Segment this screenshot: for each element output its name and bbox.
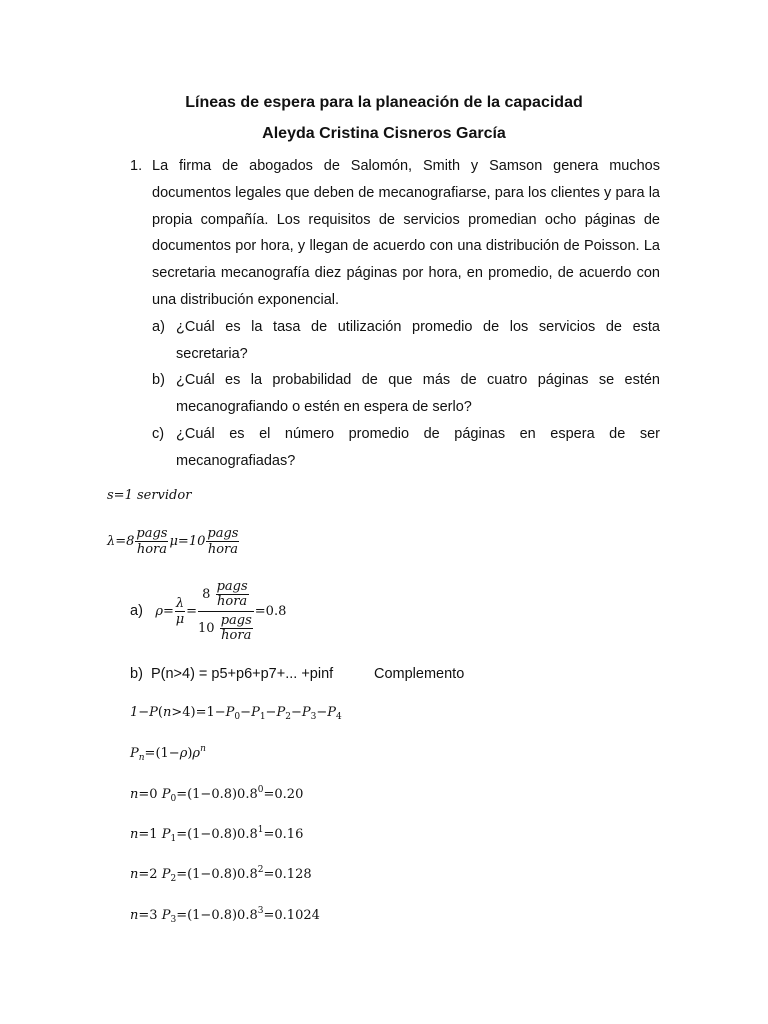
ratio-denominator: 10 $\frac{\text{pags}}{\text{hora}}$ [198,613,252,643]
fraction-denominator: μ [175,612,185,627]
part-b-expression: P(n>4) = p5+p6+p7+... +pinf [150,666,334,682]
part-b-note: Complemento [374,666,465,682]
document-author: Aleyda Cristina Cisneros García [262,125,506,142]
term-result: 0.20 [274,787,304,802]
question-c [152,421,660,475]
question-text: ¿Cuál es la probabilidad de que más de cuatro páginas se estén mecanografiando o estén en espera de serlo? [176,372,660,416]
question-label: b) [152,372,165,389]
term-result: 0.128 [274,867,312,882]
units-fraction: $\frac{\text{pags}}{\text{hora}}$ [220,613,252,643]
question-text: ¿Cuál es el número promedio de páginas en espera de ser mecanografiadas? [176,425,660,469]
mu-units [206,526,239,557]
units-denominator: hora [136,542,168,557]
part-a-label: a) [130,603,143,619]
units-numerator: pags [207,526,239,541]
question-b [152,367,660,421]
term-result: 0.1024 [274,908,320,923]
units-fraction: $\frac{\text{pags}}{\text{hora}}$ [216,579,248,609]
rho-symbol: ρ= [155,604,174,619]
question-label: c) [152,425,165,442]
rho-result: =0.8 [254,604,287,619]
term-row-1: n=1 $P_1=(1-0.8)0.8^1=0.16$ [130,825,304,844]
rates-equation [107,526,240,557]
term-row-0: n=0 $P_0=(1-0.8)0.8^0=0.20$ [130,785,304,804]
question-text: ¿Cuál es la tasa de utilización promedio de los servicios de esta secretaria? [176,318,660,362]
problem-number: 1. [130,158,143,174]
problem-1 [130,153,660,475]
part-b-label: b) [130,666,143,682]
term-result: 0.16 [274,827,304,842]
part-b-line [130,666,333,682]
rate-ratio [198,580,254,643]
mu-label: μ=10 [169,534,206,549]
lambda-label: λ=8 [107,534,135,549]
ratio-numerator: 8 $\frac{\text{pags}}{\text{hora}}$ [198,580,254,612]
term-row-3: n=3 $P_3=(1-0.8)0.8^3=0.1024$ [130,906,320,925]
fraction-numerator: λ [175,596,185,611]
question-label: a) [152,318,165,335]
servers-equation: s=1 servidor [107,488,192,503]
question-a [152,314,660,368]
complement-equation: $1-P(n>4)=1-P_0-P_1-P_2-P_3-P_4$ [130,705,342,722]
lambda-over-mu [175,596,185,627]
problem-statement: La firma de abogados de Salomón, Smith y Samson genera muchos documentos legales que deben de mecanografiarse, para los clientes y para la propia compañía. Los requisitos de servicios promedian ocho páginas de documentos por hora, y llegan de acuerdo con una distribución de Poisson. La secretaria mecanografía diez páginas por hora, en promedio, de acuerdo con una distribución exponencial. [152,158,660,308]
lambda-units [135,526,168,557]
units-numerator: pags [136,526,168,541]
equals-sign: = [186,604,198,619]
term-row-2: n=2 $P_2=(1-0.8)0.8^2=0.128$ [130,865,312,884]
general-formula: $P_n=(1-\rho)\rho^n$ [130,744,206,763]
units-denominator: hora [207,542,238,557]
part-a-equation [130,580,286,643]
document-title: Líneas de espera para la planeación de la capacidad [185,94,583,111]
